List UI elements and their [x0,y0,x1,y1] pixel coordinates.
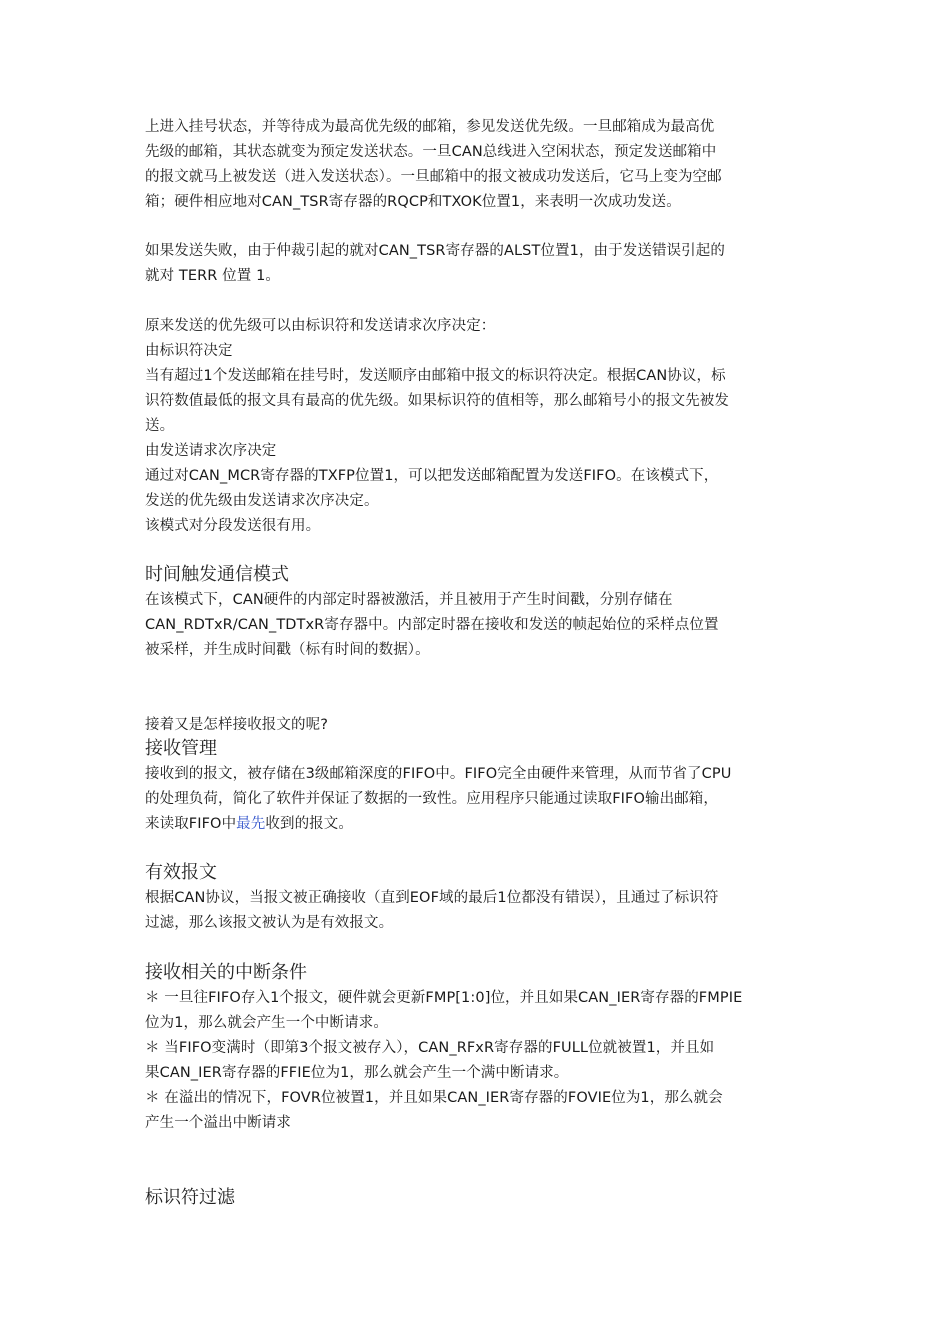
text-line: ＊ 一旦往FIFO存入1个报文，硬件就会更新FMP[1:0]位，并且如果CAN_IER寄存器的FMPIE [145,990,743,1006]
heading-receive-interrupts: 接收相关的中断条件 [145,962,307,983]
paragraph-receive-intro [145,713,810,738]
text-line: 如果发送失败，由于仲裁引起的就对CAN_TSR寄存器的ALST位置1，由于发送错误引起的 [145,243,725,259]
text-line: 上进入挂号状态，并等待成为最高优先级的邮箱，参见发送优先级。一旦邮箱成为最高优 [145,119,715,135]
heading-identifier-filter: 标识符过滤 [145,1187,235,1208]
text-line: 的报文就马上被发送（进入发送状态）。一旦邮箱中的报文被成功发送后，它马上变为空邮 [145,169,722,185]
text-line: 发送的优先级由发送请求次序决定。 [145,493,379,509]
text-line: 接收到的报文，被存储在3级邮箱深度的FIFO中。FIFO完全由硬件来管理，从而节省了CPU [145,766,732,782]
subheading-by-request-order: 由发送请求次序决定 [145,443,277,459]
text-line: 果CAN_IER寄存器的FFIE位为1，那么就会产生一个满中断请求。 [145,1065,569,1081]
heading-receive-management: 接收管理 [145,738,217,759]
text-line: 根据CAN协议，当报文被正确接收（直到EOF域的最后1位都没有错误），且通过了标识符 [145,890,719,906]
heading-valid-message: 有效报文 [145,862,217,883]
paragraph-time-triggered [145,588,810,663]
text-line: 通过对CAN_MCR寄存器的TXFP位置1，可以把发送邮箱配置为发送FIFO。在该模式下， [145,468,719,484]
text-line: 产生一个溢出中断请求 [145,1115,291,1131]
subheading-by-identifier: 由标识符决定 [145,343,233,359]
text-line: CAN_RDTxR/CAN_TDTxR寄存器中。内部定时器在接收和发送的帧起始位的采样点位置 [145,617,719,633]
heading-time-triggered-mode: 时间触发通信模式 [145,564,289,585]
text-line: 过滤，那么该报文被认为是有效报文。 [145,915,394,931]
text-line: 位为1，那么就会产生一个中断请求。 [145,1015,388,1031]
text-line: 在该模式下，CAN硬件的内部定时器被激活，并且被用于产生时间戳，分别存储在 [145,592,673,608]
paragraph-send-failure [145,239,810,289]
paragraph-receive-interrupts [145,986,810,1136]
text-line: 原来发送的优先级可以由标识符和发送请求次序决定： [145,318,496,334]
text-line: 箱；硬件相应地对CAN_TSR寄存器的RQCP和TXOK位置1，来表明一次成功发送。 [145,194,681,210]
text-line: 先级的邮箱，其状态就变为预定发送状态。一旦CAN总线进入空闲状态，预定发送邮箱中 [145,144,717,160]
text-line: 送。 [145,418,175,434]
text-line: 的处理负荷，简化了软件并保证了数据的一致性。应用程序只能通过读取FIFO输出邮箱， [145,791,718,807]
text-line: 识符数值最低的报文具有最高的优先级。如果标识符的值相等，那么邮箱号小的报文先被发 [145,393,729,409]
first-link[interactable]: 最先 [236,816,266,832]
text-line: 该模式对分段发送很有用。 [145,518,321,534]
text-line: ＊ 当FIFO变满时（即第3个报文被存入），CAN_RFxR寄存器的FULL位就被置1，并且如 [145,1040,715,1056]
text-line [145,812,810,837]
text-line: 当有超过1个发送邮箱在挂号时，发送顺序由邮箱中报文的标识符决定。根据CAN协议，标 [145,368,726,384]
text-line: 就对 TERR 位置 1。 [145,268,281,284]
paragraph-receive-management [145,762,810,837]
paragraph-send-priority [145,314,810,539]
text-segment: 来读取FIFO中 [145,816,237,832]
paragraph-valid-message [145,886,810,936]
text-line: 接着又是怎样接收报文的呢? [145,717,328,733]
text-segment: 收到的报文。 [265,816,353,832]
text-line: 被采样，并生成时间戳（标有时间的数据）。 [145,642,430,658]
text-line: ＊ 在溢出的情况下，FOVR位被置1，并且如果CAN_IER寄存器的FOVIE位为1，那么就会 [145,1090,723,1106]
paragraph-mailbox-pending [145,115,810,215]
